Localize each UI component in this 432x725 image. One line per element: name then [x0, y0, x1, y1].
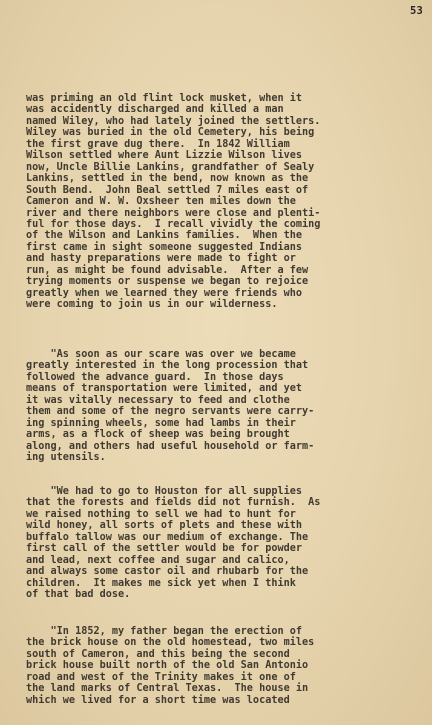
text-line: trying moments or suspense we began to rejoice	[26, 276, 309, 288]
text-line: of that bad dose.	[26, 589, 131, 601]
text-line: the first grave dug there. In 1842 William	[26, 138, 290, 150]
text-line: river and there neighbors were close and plenti-	[26, 207, 321, 219]
text-line: first call of the settler would be for powder	[26, 543, 303, 555]
text-line: road and west of the Trinity makes it one of	[26, 671, 296, 683]
text-line: ful for those days. I recall vividly the coming	[26, 218, 321, 230]
paragraph-3	[26, 486, 418, 601]
text-line: was accidently discharged and killed a man	[26, 104, 284, 116]
text-line: south of Cameron, and this being the second	[26, 648, 290, 660]
text-line: Wiley was buried in the old Cemetery, his being	[26, 127, 315, 139]
text-line: wild honey, all sorts of plets and these with	[26, 520, 303, 532]
text-line: Lankins, settled in the bend, now known as the	[26, 173, 309, 185]
text-line: "We had to go to Houston for all supplies	[26, 486, 303, 497]
text-line: greatly when we learned they were friends who	[26, 287, 303, 299]
text-line: was priming an old flint lock musket, when it	[26, 93, 303, 104]
text-line: ing utensils.	[26, 452, 106, 464]
paragraph-4	[26, 626, 418, 706]
text-line: Cameron and W. W. Oxsheer ten miles down the	[26, 196, 296, 208]
text-line: the land marks of Central Texas. The house in	[26, 683, 309, 695]
text-line: ing spinning wheels, some had lambs in their	[26, 417, 296, 429]
text-line: buffalo tallow was our medium of exchange. The	[26, 531, 309, 543]
page-number: 53	[409, 5, 423, 17]
text-line: and hasty preparations were made to fight or	[26, 253, 296, 265]
text-line: followed the advance guard. In those days	[26, 371, 284, 383]
text-line: that the forests and fields did not furnish. As	[26, 497, 321, 509]
text-line: them and some of the negro servants were carry-	[26, 406, 315, 418]
text-line: named Wiley, who had lately joined the settlers.	[26, 115, 321, 127]
text-line: and always some castor oil and rhubarb for the	[26, 566, 309, 578]
paragraph-1	[26, 93, 418, 311]
text-line: arms, as a flock of sheep was being brought	[26, 429, 290, 441]
text-line: greatly interested in the long procession that	[26, 360, 309, 372]
text-line: means of transportation were limited, and yet	[26, 383, 303, 395]
text-line: run, as might be found advisable. After a few	[26, 264, 309, 276]
text-line: were coming to join us in our wilderness.	[26, 299, 278, 311]
text-line: "In 1852, my father began the erection of	[26, 626, 303, 637]
text-line: brick house built north of the old San Antonio	[26, 660, 309, 672]
text-line: Wilson settled where Aunt Lizzie Wilson lives	[26, 150, 303, 162]
text-line: now, Uncle Billie Lankins, grandfather of Sealy	[26, 161, 315, 173]
text-line: of the Wilson and Lankins families. When the	[26, 230, 303, 242]
text-line: "As soon as our scare was over we became	[26, 349, 296, 360]
text-line: which we lived for a short time was located	[26, 694, 290, 706]
text-line: and lead, next coffee and sugar and calico,	[26, 554, 290, 566]
text-line: children. It makes me sick yet when I think	[26, 577, 296, 589]
text-line: first came in sight someone suggested Indians	[26, 241, 303, 253]
text-line: we raised nothing to sell we had to hunt for	[26, 508, 296, 520]
text-line: the brick house on the old homestead, two miles	[26, 637, 315, 649]
text-line: South Bend. John Beal settled 7 miles east of	[26, 184, 309, 196]
text-line: it was vitally necessary to feed and clothe	[26, 394, 290, 406]
paragraph-2	[26, 349, 418, 464]
text-line: along, and others had useful household or farm-	[26, 440, 315, 452]
